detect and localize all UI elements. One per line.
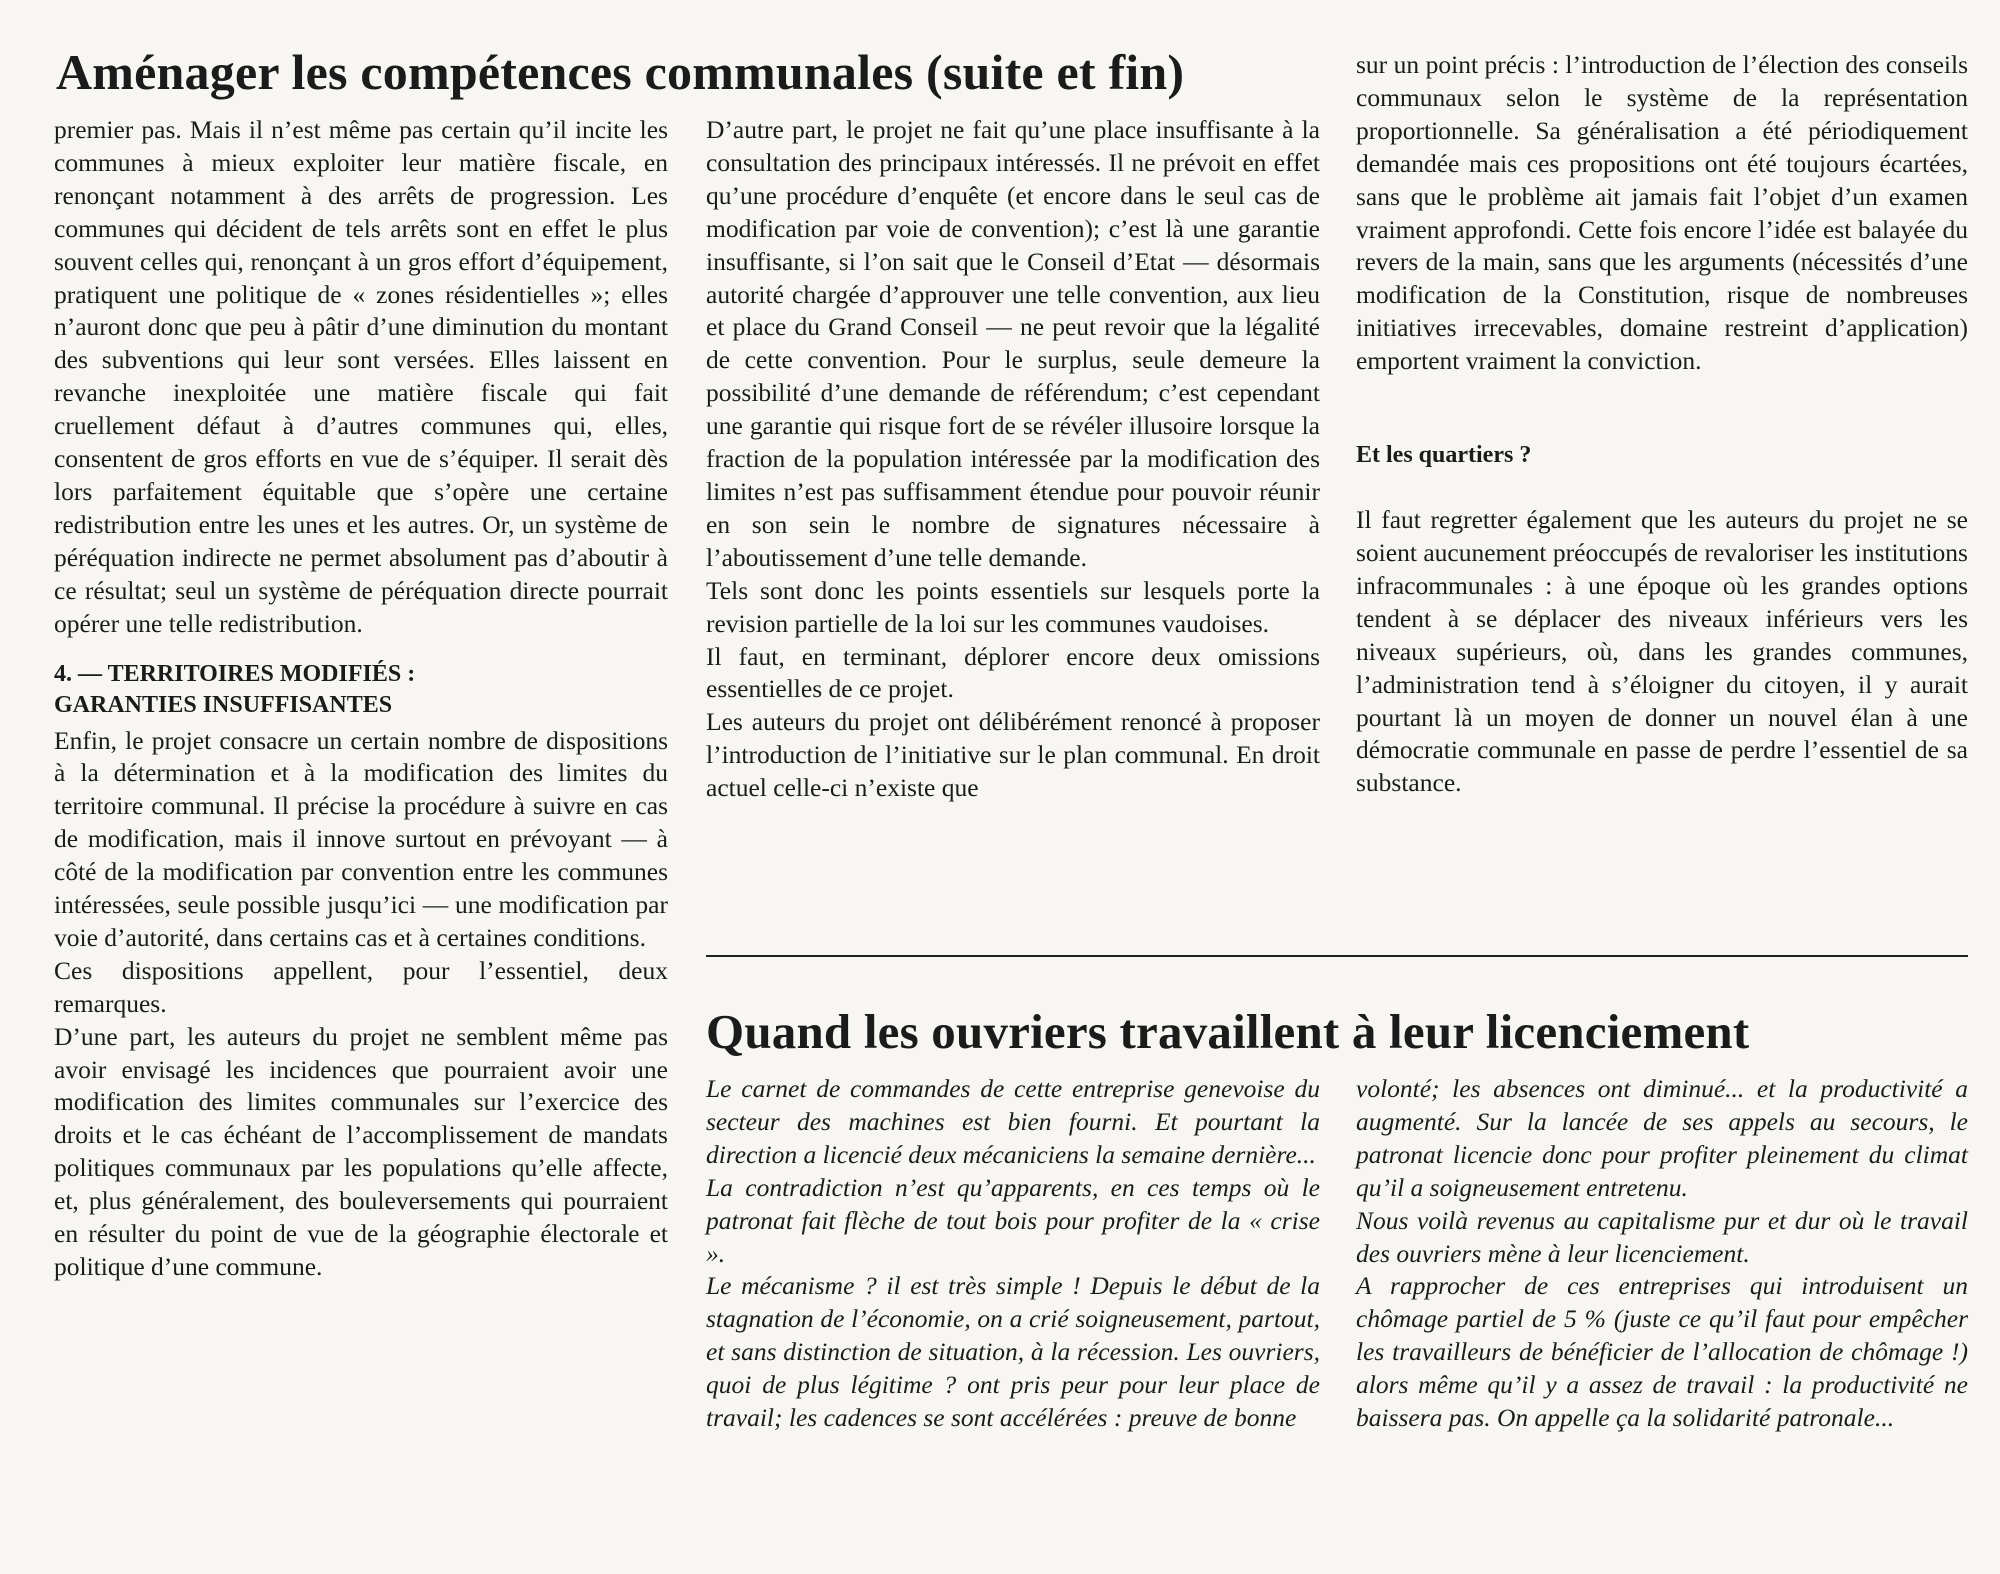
article2-col2-paragraph-1: volonté; les absences ont diminué... et la productivité a augmenté. Sur la lancée de ses appels au secours, le patronat licencie donc pour profiter pleinement du climat qu’il a soigneusement entretenu. <box>1356 1074 1968 1202</box>
article2-col1-paragraph-3: Le mécanisme ? il est très simple ! Depuis le début de la stagnation de l’économie, on a crié soigneusement, partout, et sans distinction de situation, à la récession. Les ouvriers, quoi de plus légitime ? ont pris peur pour leur place de travail; les cadences se sont accélérées : preuve de bonne <box>706 1271 1320 1433</box>
article1-col3-paragraph-2: Il faut regretter également que les auteurs du projet ne se soient aucunement préoccupés de revaloriser les institutions infracommunales : à une époque où les grandes options tendent à se déplacer des niveaux inférieurs vers les niveaux supérieurs, où, dans les grandes communes, l’administration tend à s’éloigner du citoyen, il y aurait pourtant là un moyen de donner un nouvel élan à une démocratie communale en passe de perdre l’essentiel de sa substance. <box>1356 505 1968 798</box>
article-separator-rule <box>706 955 1968 957</box>
article1-col1-paragraph-1: premier pas. Mais il n’est même pas certain qu’il incite les communes à mieux exploiter leur matière fiscale, en renonçant notamment à des arrêts de progression. Les communes qui décident de tels arrêts sont en effet le plus souvent celles qui, renonçant à un gros effort d’équipement, pratiquent une politique de « zones résidentielles »; elles n’auront donc que peu à pâtir d’une diminution du montant des subventions qui leur sont versées. Elles laissent en revanche inexploitée une matière fiscale qui fait cruellement défaut à d’autres communes qui, elles, consentent de gros efforts en vue de s’équiper. Il serait dès lors parfaitement équitable que s’opère une certaine redistribution entre les unes et les autres. Or, un système de péréquation indirecte ne permet absolument pas d’aboutir à ce résultat; seul un système de péréquation directe pourrait opérer une telle redistribution. <box>54 115 668 638</box>
article1-title: Aménager les compétences communales (suite et fin) <box>56 44 1185 100</box>
article2-col2-paragraph-3: A rapprocher de ces entreprises qui introduisent un chômage partiel de 5 % (juste ce qu’il faut pour empêcher les travailleurs de bénéficier de l’allocation de chômage !) alors même qu’il y a assez de travail : la productivité ne baissera pas. On appelle ça la solidarité patronale... <box>1356 1271 1968 1433</box>
section-subheading <box>54 659 668 721</box>
article2-col1-paragraph-1: Le carnet de commandes de cette entreprise genevoise du secteur des machines est bien fourni. Et pourtant la direction a licencié deux mécaniciens la semaine dernière... <box>706 1074 1320 1169</box>
article2-column-1 <box>706 1073 1320 1435</box>
article1-col1-paragraph-2: Enfin, le projet consacre un certain nombre de dispositions à la détermination et à la modification des limites du territoire communal. Il précise la procédure à suivre en cas de modification, mais il innove surtout en prévoyant — à côté de la modification par convention entre les communes intéressées, seule possible jusqu’ici — une modification par voie d’autorité, dans certains cas et à certaines conditions. <box>54 725 668 952</box>
article1-col1-paragraph-3: Ces dispositions appellent, pour l’essentiel, deux remarques. <box>54 955 668 1018</box>
article1-col2-paragraph-3: Il faut, en terminant, déplorer encore deux omissions essentielles de ce projet. <box>706 641 1320 704</box>
article1-col3-paragraph-1: sur un point précis : l’introduction de l’élection des conseils communaux selon le système de la représentation proportionnelle. Sa généralisation a été périodiquement demandée mais ces propositions ont été toujours écartées, sans que le problème ait jamais fait l’objet d’un examen vraiment approfondi. Cette fois encore l’idée est balayée du revers de la main, sans que les arguments (nécessités d’une modification de la Constitution, risque de nombreuses initiatives irrecevables, domaine restreint d’application) emportent vraiment la conviction. <box>1356 50 1968 376</box>
article1-col1-paragraph-4: D’une part, les auteurs du projet ne semblent même pas avoir envisagé les incidences que pourraient avoir une modification des limites communales sur l’exercice des droits et le cas échéant de l’accomplissement de mandats politiques communaux par les populations qu’elle affecte, et, plus généralement, des bouleversements qui pourraient en résulter du point de vue de la géographie électorale et politique d’une commune. <box>54 1021 668 1281</box>
article1-column-1 <box>54 114 668 1284</box>
article1-col2-paragraph-2: Tels sont donc les points essentiels sur lesquels porte la revision partielle de la loi sur les communes vaudoises. <box>706 575 1320 638</box>
article2-col1-paragraph-2: La contradiction n’est qu’apparents, en ces temps où le patronat fait flèche de tout bois pour profiter de la « crise ». <box>706 1172 1320 1268</box>
section-subheading-line-1: 4. — TERRITOIRES MODIFIÉS : <box>54 660 416 687</box>
article1-col2-paragraph-1: D’autre part, le projet ne fait qu’une place insuffisante à la consultation des principaux intéressés. Il ne prévoit en effet qu’une procédure d’enquête (et encore dans le seul cas de modification par voie de convention); c’est là une garantie insuffisante, si l’on sait que le Conseil d’Etat — désormais autorité chargée d’approuver une telle convention, aux lieu et place du Grand Conseil — ne peut revoir que la légalité de cette convention. Pour le surplus, seule demeure la possibilité d’une demande de référendum; c’est cependant une garantie qui risque fort de se révéler illusoire lorsque la fraction de la population intéressée par la modification des limites n’est pas suffisamment étendue pour pouvoir réunir en son sein le nombre de signatures nécessaire à l’aboutissement d’une telle demande. <box>706 115 1320 572</box>
quartiers-subheading: Et les quartiers ? <box>1356 442 1532 469</box>
article2-title: Quand les ouvriers travaillent à leur licenciement <box>706 1004 1750 1059</box>
article2-col2-paragraph-2: Nous voilà revenus au capitalisme pur et dur où le travail des ouvriers mène à leur licenciement. <box>1356 1205 1968 1268</box>
article2-column-2 <box>1356 1073 1968 1435</box>
article1-column-2 <box>706 114 1320 805</box>
article1-col2-paragraph-4: Les auteurs du projet ont délibérément renoncé à proposer l’introduction de l’initiative sur le plan communal. En droit actuel celle-ci n’existe que <box>706 707 1320 803</box>
article1-column-3 <box>1356 49 1968 800</box>
section-subheading-line-2: GARANTIES INSUFFISANTES <box>54 691 393 718</box>
